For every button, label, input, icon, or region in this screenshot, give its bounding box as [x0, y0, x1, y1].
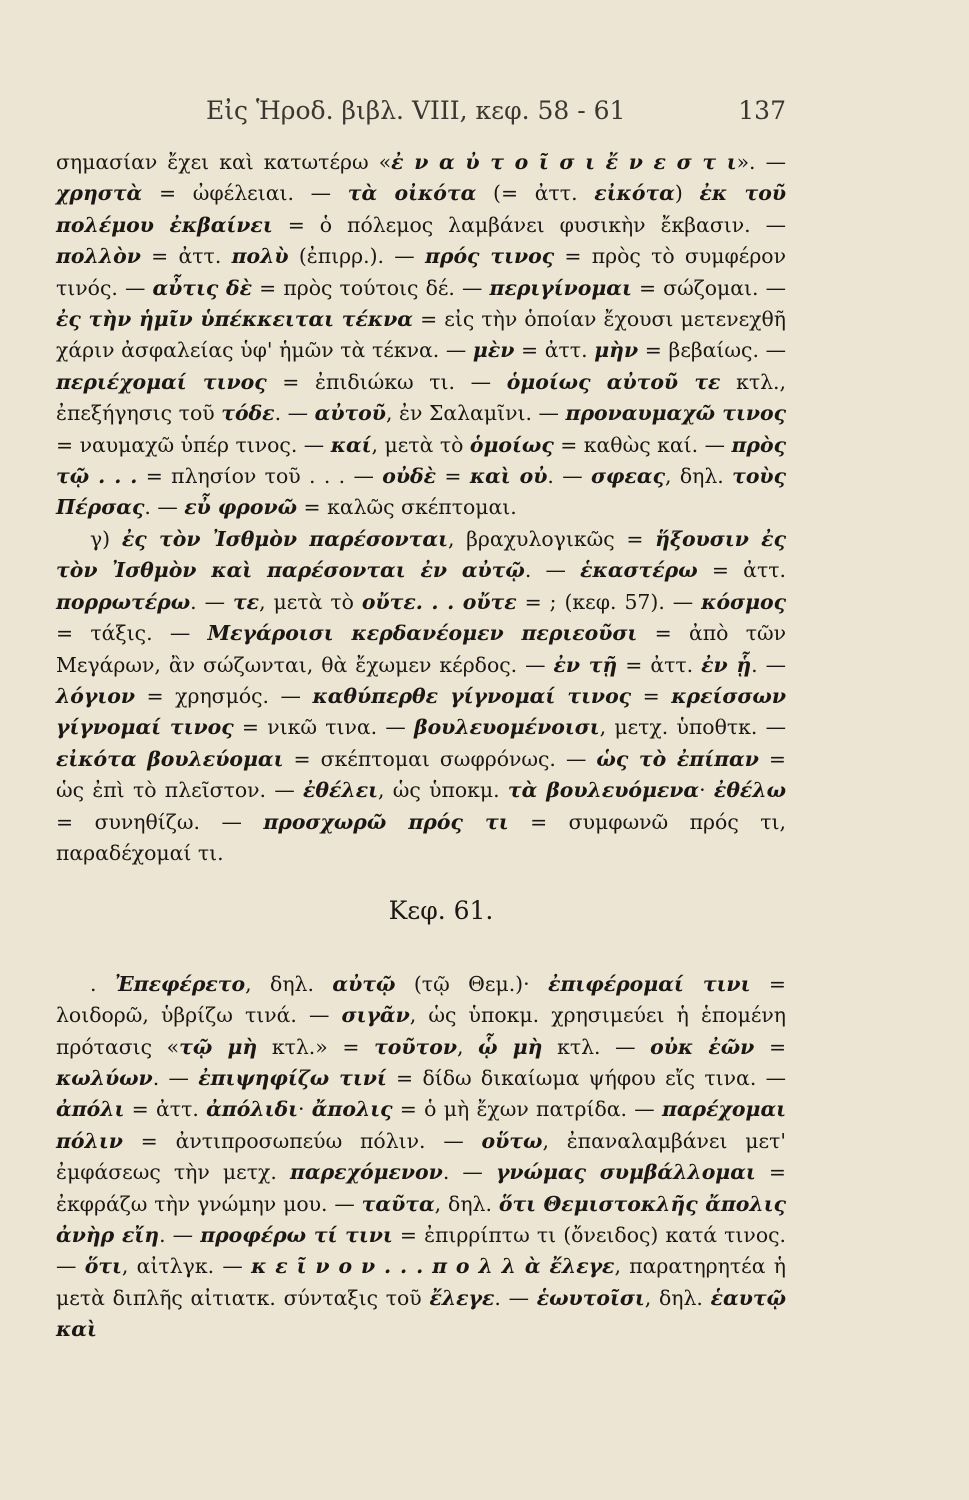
lemma-term: τὰ βουλευόμενα [507, 778, 700, 803]
lemma-term: ἔλεγε [429, 1285, 495, 1310]
gloss-text: = καλῶς σκέπτομαι. [297, 495, 517, 520]
lemma-term: πρός τινος [424, 244, 555, 269]
gloss-text: = σκέπτομαι σωφρόνως. — [283, 746, 597, 771]
lemma-term: χρηστὰ [56, 181, 143, 206]
gloss-text: , δηλ. [245, 971, 333, 996]
page-number: 137 [738, 96, 786, 125]
paragraph-gamma [56, 524, 786, 869]
lemma-term: ὡς τὸ ἐπίπαν [596, 746, 759, 771]
lemma-term: ἐς τὸν Ἰσθμὸν παρέσονται [121, 526, 448, 551]
lemma-term: Ἐπεφέρετο [114, 971, 246, 996]
lemma-term: ἐ ν α ὐ τ ο ῖ σ ι ἔ ν ε σ τ ι [391, 150, 737, 174]
lemma-term: καί [330, 432, 372, 457]
lemma-term: προφέρω τί τινι [200, 1223, 393, 1247]
gloss-text: (τῷ Θεμ.)· [395, 971, 549, 996]
gloss-text: = πλησίον τοῦ . . . — [137, 464, 383, 489]
gloss-text: , ἐν Σαλαμῖνι. — [385, 401, 566, 426]
gloss-text: (ἐπιρρ.). — [288, 244, 425, 269]
lemma-term: γνώμας συμβάλλομαι [495, 1160, 756, 1185]
lemma-term: ἐν ᾗ [701, 652, 752, 677]
lemma-term: βουλευομένοισι [414, 715, 600, 740]
lemma-term: εἰκότα βουλεύομαι [56, 746, 284, 771]
lemma-term: ὅτι [84, 1254, 122, 1279]
gloss-text: = ναυμαχῶ ὑπέρ τινος. — [56, 432, 331, 457]
lemma-term: ᾧ μὴ [478, 1034, 543, 1059]
gloss-text: = καθὼς καί. — [553, 432, 732, 457]
gloss-text: ». — [736, 150, 786, 174]
gloss-text: = τάξις. — [56, 621, 208, 646]
lemma-term: αὖτις δὲ [152, 275, 253, 300]
gloss-text: = ἀττ. [124, 1097, 207, 1122]
lemma-term: κωλύων [56, 1065, 153, 1090]
paragraph-runs [56, 972, 786, 1341]
lemma-term: τοὺς Πέρσας [56, 464, 786, 520]
lemma-term: κρείσσων γίγνομαί τινος [56, 683, 786, 740]
gloss-text: = πρὸς τὸ συμφέρον τινός. — [56, 244, 786, 300]
lemma-term: τοῦτον [374, 1034, 457, 1059]
gloss-text: = νικῶ τινα. — [233, 715, 415, 740]
gloss-text: = εἰς τὴν ὁποίαν ἔχουσι μετενεχθῆ χάριν ἀσφαλείας ὑφ' ἡμῶν τὰ τέκνα. — [56, 307, 787, 363]
gloss-text: , αἰτλγκ. — [121, 1254, 252, 1279]
lemma-term: οὐδὲ [382, 464, 437, 489]
gloss-text: = ἀττ. [514, 338, 595, 363]
gloss-text: = [436, 464, 470, 489]
gloss-text: · [699, 778, 714, 803]
lemma-term: οὐκ ἐῶν [650, 1034, 755, 1059]
gloss-text: , δηλ. [665, 464, 733, 489]
lemma-term: ἑωυτοῖσι [536, 1285, 645, 1310]
gloss-text: . — [442, 1160, 496, 1185]
lemma-term: καθύπερθε γίγνομαί τινος [312, 683, 632, 708]
lemma-term: ὁμοίως [469, 432, 554, 457]
gloss-text: σημασίαν ἔχει καὶ κατωτέρω « [56, 150, 392, 174]
lemma-term: μὴν [594, 338, 639, 363]
gloss-text: , δηλ. [644, 1285, 711, 1310]
lemma-term: σιγᾶν [341, 1003, 410, 1028]
gloss-text: = λοιδορῶ, ὑβρίζω τινά. — [56, 971, 786, 1028]
lemma-term: οὔτε. . . οὔτε [361, 589, 517, 614]
gloss-text: = ἀπὸ τῶν Μεγάρων, ἂν σώζωνται, θὰ ἔχωμεν κέρδος. — [56, 621, 787, 677]
paragraph-runs [56, 527, 786, 865]
running-head [56, 96, 786, 125]
lemma-term: ἐν τῇ [553, 652, 618, 677]
paragraph-ch60-continued [56, 147, 786, 524]
lemma-term: ἐπιψηφίζω τινί [198, 1065, 387, 1090]
lemma-term: ὁμοίως αὐτοῦ τε [506, 369, 721, 394]
lemma-term: παρέχομαι πόλιν [56, 1097, 787, 1153]
gloss-text: = ὁ πόλεμος λαμβάνει φυσικὴν ἔκβασιν. — [272, 212, 786, 237]
lemma-term: ἐς τὴν ἡμῖν ὑπέκκειται τέκνα [56, 307, 413, 332]
gloss-text: = ἐπιδιώκω τι. — [266, 369, 507, 394]
chapter-heading: Κεφ. 61. [388, 896, 494, 926]
gloss-text: = ὡς ἐπὶ τὸ πλεῖστον. — [56, 746, 786, 803]
gloss-text: = ὠφέλειαι. — [142, 181, 348, 206]
lemma-term: εὖ φρονῶ [184, 495, 298, 520]
lemma-term: κόσμος [701, 589, 787, 614]
lemma-term: πρὸς τῷ . . . [56, 432, 786, 489]
lemma-term: ἐκ τοῦ πολέμου ἐκβαίνει [56, 181, 787, 237]
lemma-term: τὰ οἰκότα [347, 181, 477, 206]
gloss-text: , βραχυλογικῶς = [447, 526, 656, 551]
lemma-term: τε [232, 589, 260, 614]
gloss-text: , δηλ. [434, 1191, 499, 1216]
lemma-term: καὶ οὐ [469, 464, 548, 489]
gloss-text: = ἀττ. [140, 244, 232, 269]
lemma-term: ἥξουσιν ἐς τὸν Ἰσθμὸν καὶ παρέσονται ἐν αὐτῷ [56, 526, 786, 583]
gloss-text: . — [547, 464, 591, 489]
gloss-text: , [457, 1034, 479, 1059]
gloss-text: = πρὸς τούτοις δέ. — [252, 275, 490, 300]
lemma-term: εἰκότα [594, 181, 675, 206]
gloss-text: = δίδω δικαίωμα ψήφου εἴς τινα. — [386, 1065, 786, 1090]
lemma-term: ὅτι Θεμιστοκλῆς ἄπολις ἀνὴρ εἴη [56, 1191, 786, 1247]
lemma-term: αὐτῷ [332, 971, 396, 996]
gloss-text: = ἐπιρρίπτω τι (ὄνειδος) κατά τινος. — [56, 1223, 786, 1279]
lemma-term: ἄπολις [311, 1097, 393, 1122]
gloss-text: ) [674, 181, 700, 206]
gloss-text: , ὡς ὑποκμ. χρησιμεύει ἡ ἑπομένη πρότασις « [56, 1003, 787, 1059]
gloss-text: κτλ.» = [257, 1034, 375, 1059]
gloss-text: = συμφωνῶ πρός τι, παραδέχομαί τι. [56, 809, 786, 865]
gloss-text: = [754, 1034, 787, 1059]
lemma-term: πολὺ [231, 244, 289, 269]
gloss-text: , παρατηρητέα ἡ μετὰ διπλῆς αἰτιατκ. σύνταξις τοῦ [56, 1254, 787, 1310]
gloss-text: . — [152, 1065, 199, 1090]
commentary-body [56, 147, 786, 1346]
gloss-text: , μετὰ τὸ [259, 589, 362, 614]
lemma-term: Μεγάροισι κερδανέομεν περιεοῦσι [207, 621, 638, 646]
lemma-term: πολλὸν [56, 244, 141, 269]
paragraph-ch61 [56, 969, 786, 1346]
lemma-term: τόδε [221, 401, 275, 426]
gloss-text: = ἐκφράζω τὴν γνώμην μου. — [56, 1160, 786, 1216]
gloss-text: . [90, 971, 115, 996]
lemma-term: αὐτοῦ [314, 401, 386, 426]
gloss-text: = ἀττ. [617, 652, 702, 677]
book-page [56, 96, 786, 1346]
gloss-text: κτλ., ἐπεξήγησις τοῦ [56, 369, 787, 426]
gloss-text: = σώζομαι. — [631, 275, 787, 300]
lemma-term: σφεας [591, 464, 665, 489]
gloss-text: , μετχ. ὑποθτκ. — [599, 715, 787, 740]
lemma-term: ἀπόλι [56, 1097, 125, 1122]
lemma-term: ἐθέλει [303, 778, 378, 803]
lemma-term: κ ε ῖ ν ο ν . . . π ο λ λ ὰ ἔλεγε [251, 1254, 615, 1279]
lemma-term: ἑκαστέρω [580, 558, 698, 583]
gloss-text: , ὡς ὑποκμ. [377, 778, 508, 803]
lemma-term: περιέχομαί τινος [56, 369, 267, 394]
lemma-term: παρεχόμενον [290, 1160, 443, 1185]
lemma-term: λόγιον [56, 683, 135, 708]
lemma-term: ἐπιφέρομαί τινι [548, 971, 751, 996]
paragraph-runs [56, 150, 786, 519]
lemma-term: περιγίνομαι [489, 275, 632, 300]
gloss-text: . — [751, 652, 787, 677]
gloss-text: . — [159, 1223, 201, 1247]
lemma-term: ἐθέλω [713, 778, 787, 803]
gloss-text: = ὁ μὴ ἔχων πατρίδα. — [392, 1097, 662, 1122]
gloss-text: = ; (κεφ. 57). — [516, 589, 702, 614]
lemma-term: μὲν [472, 338, 515, 363]
gloss-text: = [631, 683, 672, 708]
gloss-text: = χρησμός. — [134, 683, 313, 708]
gloss-text: . — [524, 558, 581, 583]
gloss-text: , μετὰ τὸ [371, 432, 470, 457]
lemma-term: ἑαυτῷ καὶ [56, 1285, 786, 1342]
gloss-text: = ἀντιπροσωπεύω πόλιν. — [122, 1128, 482, 1153]
lemma-term: οὕτω [481, 1128, 543, 1153]
gloss-text: . — [274, 401, 315, 426]
lemma-term: τῷ μὴ [179, 1034, 258, 1059]
gloss-text: = ἀττ. [697, 558, 786, 583]
lemma-term: πορρωτέρω [56, 589, 191, 614]
lemma-term: προναυμαχῶ τινος [565, 401, 786, 426]
gloss-text: . — [144, 495, 185, 520]
lemma-term: προσχωρῶ πρός τι [263, 809, 509, 834]
gloss-text: , ἐπαναλαμβάνει μετ' ἐμφάσεως τὴν μετχ. [56, 1128, 786, 1185]
gloss-text: = συνηθίζω. — [56, 809, 264, 834]
running-title: Εἰς Ἡροδ. βιβλ. VIII, κεφ. 58 - 61 [206, 96, 626, 125]
gloss-text: . — [494, 1285, 537, 1310]
lemma-term: ἀπόλιδι [206, 1097, 298, 1122]
gloss-text: = βεβαίως. — [638, 338, 786, 363]
lemma-term: ταῦτα [361, 1191, 435, 1216]
gloss-text: γ) [90, 526, 122, 551]
gloss-text: κτλ. — [542, 1034, 651, 1059]
gloss-text: . — [190, 589, 233, 614]
gloss-text: (= ἀττ. [476, 181, 595, 206]
gloss-text: · [297, 1097, 312, 1122]
